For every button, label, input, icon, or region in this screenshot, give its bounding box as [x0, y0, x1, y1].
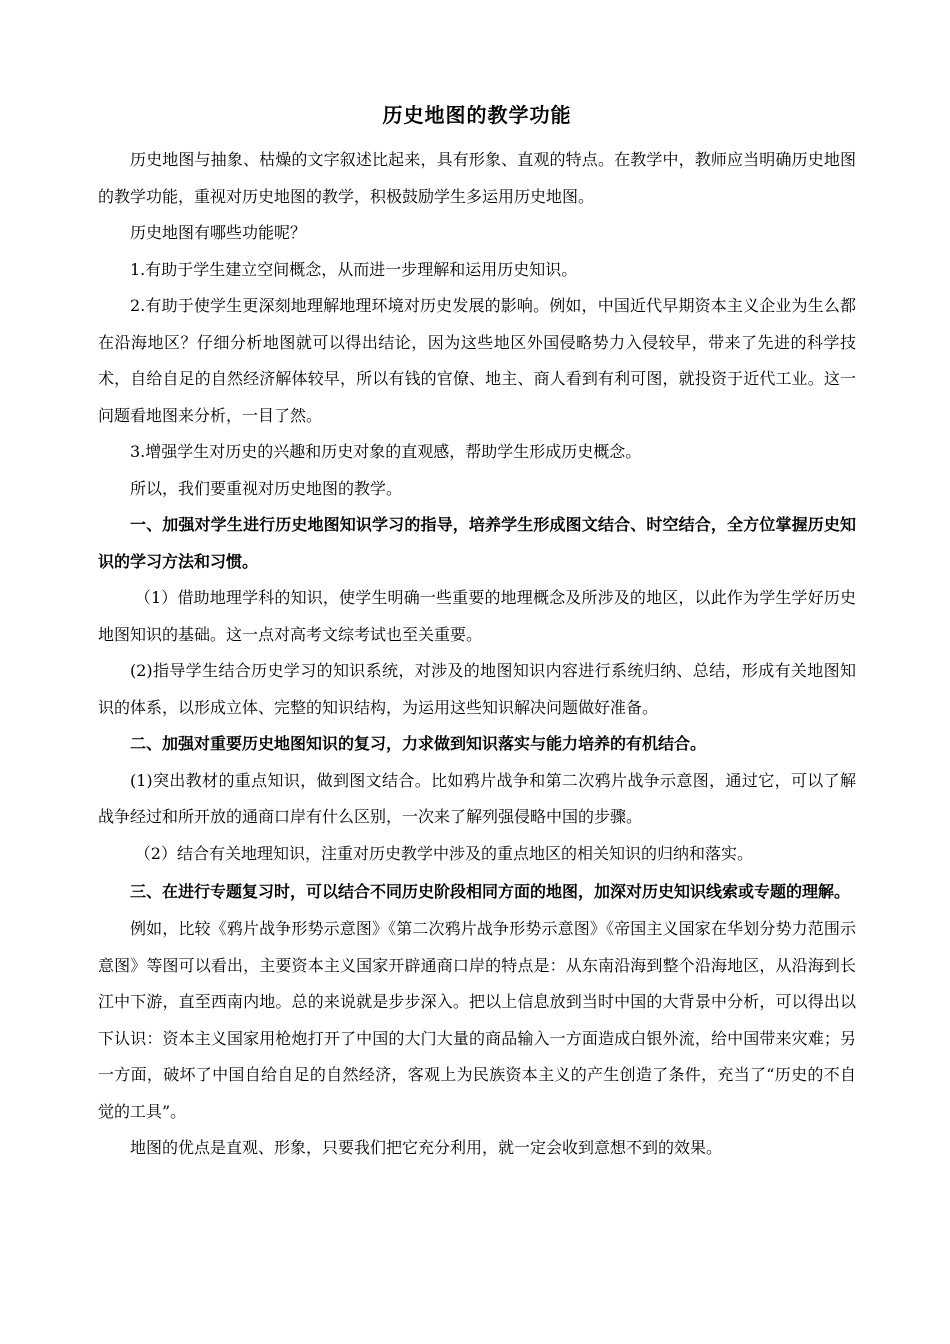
intro-paragraph: 历史地图与抽象、枯燥的文字叙述比起来，具有形象、直观的特点。在教学中，教师应当明确历史地图的教学功能，重视对历史地图的教学，积极鼓励学生多运用历史地图。 [98, 150, 856, 206]
section-1-item-1: （1）借助地理学科的知识，使学生明确一些重要的地理概念及所涉及的地区，以此作为学生学好历史地图知识的基础。这一点对高考文综考试也至关重要。 [98, 588, 856, 644]
section-2-item-2: （2）结合有关地理知识，注重对历史教学中涉及的重点地区的相关知识的归纳和落实。 [134, 843, 753, 863]
section-heading-2: 二、加强对重要历史地图知识的复习，力求做到知识落实与能力培养的有机结合。 [130, 734, 707, 753]
function-item-1: 1.有助于学生建立空间概念，从而进一步理解和运用历史知识。 [130, 259, 578, 279]
document-page [98, 92, 856, 1167]
question-paragraph: 历史地图有哪些功能呢？ [130, 223, 307, 242]
closing-paragraph: 地图的优点是直观、形象，只要我们把它充分利用，就一定会收到意想不到的效果。 [130, 1138, 723, 1157]
section-heading-1: 一、加强对学生进行历史地图知识学习的指导，培养学生形成图文结合、时空结合，全方位掌握历史知识的学习方法和习惯。 [98, 515, 856, 571]
section-2-item-1: (1)突出教材的重点知识，做到图文结合。比如鸦片战争和第二次鸦片战争示意图，通过它，可以了解战争经过和所开放的通商口岸有什么区别，一次来了解列强侵略中国的步骤。 [98, 770, 856, 826]
document-title: 历史地图的教学功能 [382, 103, 572, 127]
function-item-2: 2.有助于使学生更深刻地理解地理环境对历史发展的影响。例如，中国近代早期资本主义企业为生么都在沿海地区？仔细分析地图就可以得出结论，因为这些地区外国侵略势力入侵较早，带来了先进的科学技术，自给自足的自然经济解体较早，所以有钱的官僚、地主、商人看到有利可图，就投资于近代工业。这一问题看地图来分析，一目了然。 [98, 296, 856, 425]
section-heading-3: 三、在进行专题复习时，可以结合不同历史阶段相同方面的地图，加深对历史知识线索或专题的理解。 [130, 882, 851, 901]
function-item-3: 3.增强学生对历史的兴趣和历史对象的直观感，帮助学生形成历史概念。 [130, 442, 642, 461]
example-paragraph: 例如，比较《鸦片战争形势示意图》《第二次鸦片战争形势示意图》《帝国主义国家在华划分势力范围示意图》等图可以看出，主要资本主义国家开辟通商口岸的特点是：从东南沿海到整个沿海地区，从沿海到长江中下游，直至西南内地。总的来说就是步步深入。把以上信息放到当时中国的大背景中分析，可以得出以下认识：资本主义国家用枪炮打开了中国的大门大量的商品输入一方面造成白银外流，给中国带来灾难；另一方面，破坏了中国自给自足的自然经济，客观上为民族资本主义的产生创造了条件，充当了“历史的不自觉的工具”。 [98, 919, 856, 1121]
section-1-item-2: (2)指导学生结合历史学习的知识系统，对涉及的地图知识内容进行系统归纳、总结，形成有关地图知识的体系，以形成立体、完整的知识结构，为运用这些知识解决问题做好准备。 [98, 661, 856, 717]
conclusion-statement: 所以，我们要重视对历史地图的教学。 [130, 478, 403, 498]
